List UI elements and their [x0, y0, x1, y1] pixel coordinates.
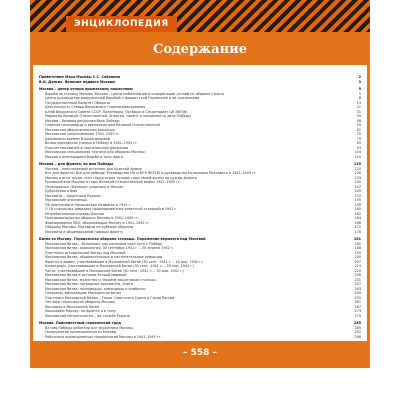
toc-entry[interactable] [39, 198, 361, 202]
toc-entry-page: 176 [354, 229, 361, 234]
toc-entry-title: Участие москвичей в партизанском движении [45, 145, 129, 150]
toc-entry-page: 172 [354, 225, 361, 229]
header-ribbon [30, 0, 370, 32]
toc-entry-page: 285 [354, 325, 361, 330]
toc-entry-page: 220 [354, 268, 361, 273]
toc-entry[interactable] [39, 110, 361, 114]
toc-entry-page: 140 [354, 180, 361, 184]
toc-entry-title: Борьба за столицу Москва. Москва – центр мобилизации и координации усилий по обороне страны [45, 91, 225, 96]
toc-entry-page: 62 [356, 127, 361, 132]
toc-entry[interactable] [39, 101, 361, 105]
toc-entry[interactable] [39, 207, 361, 211]
toc-entry-page: 5 [358, 87, 361, 91]
toc-entry-title: Маршалы Великой Отечественной. Энергия, талант и преданность делу Победы [45, 114, 191, 118]
toc-entry-title: Москва. Повсеместный героический труд [39, 321, 121, 325]
toc-entry[interactable] [39, 296, 361, 300]
toc-entry-title: Вклад московских ученых в Победу в 1941–1945 гг. [45, 141, 138, 145]
toc-entry-page: 152 [354, 193, 361, 198]
toc-entry-title: Москва в огне труда: этот город отдал лучшие годы своей жизни на нужды фронта [45, 175, 197, 180]
toc-entry[interactable] [39, 150, 361, 154]
toc-entry[interactable] [39, 105, 361, 109]
toc-entry-title: Московская битва в истории Второй мировой [45, 273, 127, 277]
toc-entry-title: Центр руководства вооруженной борьбой с фашистской Германией и ее союзниками [45, 96, 200, 100]
toc-entry-page: 200 [354, 255, 361, 259]
page-number: – 558 – [182, 348, 218, 358]
toc-entry-title: Москва – базовая ресурсная база Победы [45, 118, 120, 123]
toc-entry-title: Генералы, выигравшие Московскую битву [45, 291, 122, 295]
toc-entry[interactable] [39, 141, 361, 145]
toc-entry-page: 93 [356, 145, 361, 150]
toc-entry-page: 149 [354, 189, 361, 193]
toc-entry[interactable] [39, 287, 361, 291]
toc-entry-page: 48 [356, 118, 361, 123]
toc-entry-page: 194 [354, 250, 361, 255]
toc-entry-page: 255 [354, 295, 361, 300]
toc-entry-title: Москвичи в общенародной помощи фронту [45, 229, 124, 234]
toc-entry-title: Московская оборонительная коалиция [45, 127, 115, 132]
toc-entry[interactable] [39, 146, 361, 150]
toc-entry-title: Московская битва, хронология: 30 сентября 1941 г. – 20 апреля 1942 г. [45, 246, 174, 250]
toc-entry-title: Москва и всенародная борьба в тылу врага [45, 154, 124, 159]
toc-entry-title: Москва – неиссякаемый источник для Красной Армии [45, 166, 142, 171]
encyclopedia-label: ЭНЦИКЛОПЕДИЯ [66, 16, 177, 32]
toc-entry-page: 160 [354, 207, 361, 211]
toc-entry[interactable] [39, 137, 361, 141]
toc-entry[interactable] [39, 260, 361, 264]
toc-entry[interactable] [39, 114, 361, 118]
toc-entry-page: 158 [354, 202, 361, 207]
toc-entry[interactable] [39, 216, 361, 220]
toc-entry-page: 181 [353, 237, 361, 241]
toc-entry[interactable] [39, 251, 361, 255]
toc-entry[interactable] [39, 167, 361, 171]
toc-entry[interactable] [39, 273, 361, 277]
content-frame [30, 32, 370, 368]
page-footer [33, 341, 367, 365]
toc-entry-title: Дубосеково в бою [45, 189, 78, 193]
toc-entry-page: 8 [358, 96, 361, 100]
toc-entry-title: Штаб Верховного Совета СССР, Политбюро, Оргбюро и Секретариат ЦК ВКП(б) [45, 109, 188, 114]
toc-section-heading[interactable] [39, 80, 361, 84]
toc-entry[interactable] [39, 194, 361, 198]
toc-entry-page: 39 [356, 114, 361, 118]
toc-entry-page: 168 [354, 220, 361, 225]
toc-entry-title: Московские ополченцы [45, 198, 88, 202]
toc-entry-page: 126 [354, 171, 361, 175]
toc-entry[interactable] [39, 335, 361, 339]
toc-entry-page: 279 [354, 313, 361, 318]
toc-entry-page: 231 [354, 277, 361, 282]
toc-entry-title: Легендарная «Катюша» родилась в Москве [45, 184, 124, 189]
toc-entry-page: 85 [356, 141, 361, 145]
toc-entry-title: Московская битва, оборонительные и наступательные операции [45, 255, 163, 259]
toc-entry[interactable] [39, 221, 361, 225]
toc-entry-title: Московская битва: мужество и героизм защитников столицы [45, 277, 156, 282]
toc-entry-page: 133 [354, 175, 361, 180]
toc-entry-title: Командиры, участвовавшие в Московской битве (30 сент. 1941 г. – 20 апр. 1942 г.) [45, 264, 195, 268]
toc-entry-page: 155 [354, 198, 361, 202]
toc-entry-page: 104 [354, 150, 361, 154]
toc-entry-title: В.И. Долгих. Величие подвига Москвы [39, 79, 116, 84]
toc-entry[interactable] [39, 132, 361, 136]
toc-entry-title: Предприятия промышленности Москвы [45, 330, 117, 334]
toc-entry[interactable] [39, 176, 361, 180]
toc-entry-title: Деятельность Ставки Верховного Главнокомандования [45, 105, 146, 109]
toc-entry[interactable] [39, 189, 361, 193]
toc-entry[interactable] [39, 246, 361, 250]
toc-entry[interactable] [39, 96, 361, 100]
toc-entry-title: Московская специальная техника для обороны Москвы [45, 150, 145, 154]
toc-section-heading[interactable] [39, 321, 361, 325]
toc-entry[interactable] [39, 155, 361, 159]
toc-entry[interactable] [39, 291, 361, 295]
toc-entry[interactable] [39, 212, 361, 216]
toc-entry-page: 164 [354, 216, 361, 220]
toc-entry-page: 2 [358, 75, 361, 79]
toc-entry-title: Летчики героической обороны Москвы [45, 300, 115, 304]
toc-entry-title: Московская битва: полководцы, командиры и комбриги [45, 286, 146, 291]
toc-entry[interactable] [39, 278, 361, 282]
toc-entry[interactable] [39, 269, 361, 273]
toc-entry-title: Об ополчении и героических подвигах в 1941 г. [45, 202, 132, 207]
table-of-contents [39, 75, 361, 339]
toc-entry-page: 120 [354, 166, 361, 171]
toc-entry-page: 292 [354, 330, 361, 334]
toc-entry-page: 261 [354, 300, 361, 304]
toc-section-heading[interactable] [39, 87, 361, 91]
toc-entry[interactable] [39, 300, 361, 304]
toc-entry[interactable] [39, 330, 361, 334]
toc-entry-page: 249 [354, 291, 361, 295]
toc-entry-page: 110 [354, 154, 361, 159]
toc-entry-page: 207 [354, 259, 361, 264]
toc-entry[interactable] [39, 314, 361, 318]
toc-entry-title: Во имя Победы работали все труженики Москвы [45, 325, 133, 330]
toc-entry[interactable] [39, 203, 361, 207]
toc-entry[interactable] [39, 123, 361, 127]
toc-entry-title: Фронты и армии, участвовавшие в Московской битве (30 сент. 1941 г. – 20 апр. 1942 г.) [45, 259, 204, 264]
toc-entry-title: Московский метрополитен – на службе Родине [45, 313, 130, 318]
toc-entry[interactable] [39, 185, 361, 189]
toc-entry[interactable] [39, 326, 361, 330]
toc-entry-page: 237 [354, 282, 361, 286]
toc-section-heading[interactable] [39, 75, 361, 79]
toc-entry-title: Москвичи в Московской битве [45, 304, 100, 309]
toc-entry-title: Все для фронта! Все для победы! Руководство НК и МГК ВКП(б) и руководство Исполкома Моссовета в 1941–1945 гг. [45, 171, 257, 175]
toc-entry-page: 285 [353, 321, 361, 325]
toc-entry-title: Государственный Комитет Обороны [45, 100, 111, 105]
toc-entry-title: Участники исторической битвы под Москвой [45, 250, 126, 255]
toc-entry-title: Противовоздушная оборона Москвы в 1941–1945 гг. [45, 216, 140, 220]
toc-entry-title: Истребительные отряды Москвы [45, 211, 105, 216]
toc-entry-title: Московская битва: наградные документы, книги [45, 282, 133, 286]
toc-entry[interactable] [39, 230, 361, 234]
toc-entry[interactable] [39, 264, 361, 268]
toc-entry-page: 55 [356, 123, 361, 127]
toc-entry-page: 21 [356, 105, 361, 109]
toc-entry[interactable] [39, 255, 361, 259]
toc-entry-title: Главные полководцы и военачальники Великой Отечественной [45, 123, 160, 127]
toc-entry-page: 298 [354, 334, 361, 339]
toc-entry-title: О 16 столичных дивизиях сформированных советской столицей в 1941 г. [45, 207, 178, 211]
toc-entry-title: Участники Московской битвы – Герои Советского Союза и Герои России [45, 295, 175, 300]
toc-entry-title: Части, участвовавшие в Московской битве (30 сент. 1941 г. – 20 апр. 1942 г.) [45, 268, 185, 273]
toc-entry-title: Приветствие Мэра Москвы С.С. Собянина [39, 75, 121, 79]
toc-section-heading[interactable] [39, 237, 361, 241]
toc-entry-title: Московская битва... Вспомним, как начинали свой путь к Победе [45, 241, 163, 246]
toc-entry-page: 31 [356, 109, 361, 114]
toc-entry-page: 226 [354, 273, 361, 277]
toc-entry-page: 13 [356, 100, 361, 105]
toc-entry-page: 181 [354, 241, 361, 246]
toc-entry-title: Работники промышленных предприятий Москвы в 1941–1945 гг. [45, 334, 162, 339]
toc-entry[interactable] [39, 92, 361, 96]
toc-entry-page: 214 [354, 264, 361, 268]
toc-entry-title: Москва – центр отпора вражескому нашествию [39, 87, 133, 91]
toc-entry-title: Дипломаты времен Второй мировой [45, 136, 110, 141]
toc-entry-page: 273 [354, 309, 361, 313]
toc-entry[interactable] [39, 282, 361, 286]
toc-entry-title: Обороны Москвы. Москвичи на рубежах обороны [45, 225, 134, 229]
toc-entry-page: 188 [354, 246, 361, 250]
toc-entry-title: Москвичи – защитники Родины [45, 193, 101, 198]
toc-entry[interactable] [39, 305, 361, 309]
toc-entry-page: 147 [354, 184, 361, 189]
toc-entry-title: Битва за Москву. Героическая оборона столицы. Поражение вермахта под Москвой [39, 237, 206, 241]
contents-header [33, 35, 367, 65]
toc-entry-title: Защищаем Москву: на фронте и в тылу [45, 309, 116, 313]
toc-section-heading[interactable] [39, 162, 361, 166]
toc-entry-page: 243 [354, 286, 361, 291]
toc-entry[interactable] [39, 309, 361, 313]
page-title: Содержание [152, 42, 248, 57]
toc-entry-page: 120 [353, 162, 361, 166]
toc-entry-title: Москва – для фронта, во имя Победы [39, 162, 114, 166]
toc-entry-page: 3 [358, 79, 361, 84]
toc-entry-title: Руководители Москвы в годы Великой Отечественной войны 1941–1945 гг. [45, 180, 181, 184]
toc-entry[interactable] [39, 119, 361, 123]
toc-entry[interactable] [39, 128, 361, 132]
toc-entry-title: Формирования ПВО, обороняющих Москву в 1941–1945 гг. [45, 220, 151, 225]
toc-entry-page: 267 [354, 304, 361, 309]
toc-entry-page: 5 [358, 91, 361, 96]
toc-entry[interactable] [39, 180, 361, 184]
toc-entry[interactable] [39, 242, 361, 246]
toc-entry-page: 79 [356, 136, 361, 141]
toc-entry[interactable] [39, 171, 361, 175]
toc-entry-title: Московское сопротивление 1941–1945 гг. [45, 132, 121, 136]
toc-entry-page: 162 [354, 211, 361, 216]
toc-entry[interactable] [39, 225, 361, 229]
toc-entry-page: 70 [356, 132, 361, 136]
